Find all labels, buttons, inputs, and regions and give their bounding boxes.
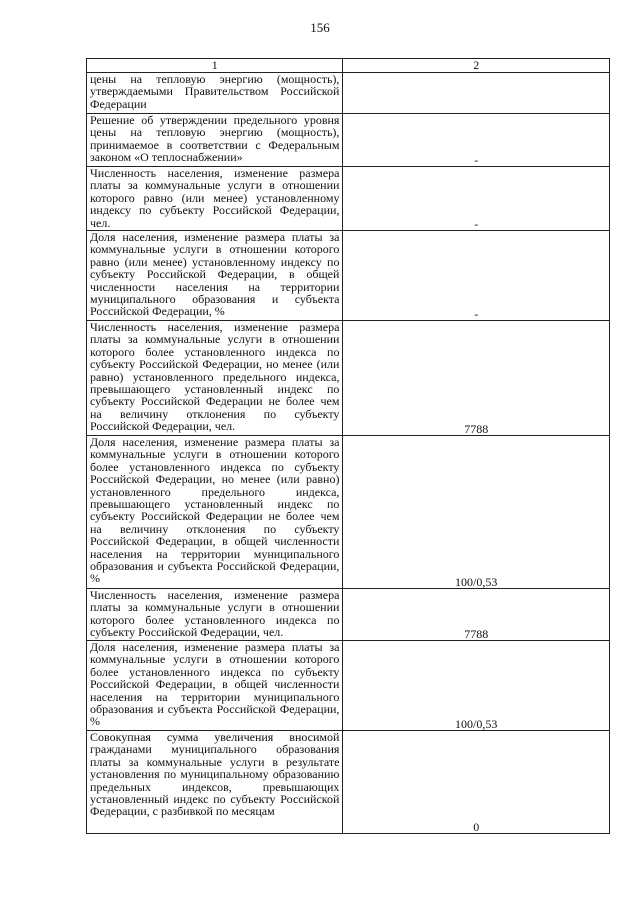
- column-header-1: 1: [87, 59, 343, 73]
- row-value-text: 0: [473, 819, 480, 834]
- row-value-text: -: [474, 216, 479, 231]
- row-label: Численность населения, изменение размера платы за коммунальные услуги в отношении которого более установленного индекса по субъекту Российской Федерации, но менее (или равно) установленного предельного индекса, превышающего установленный индекс по субъекту Российской Федерации не более чем на величину отклонения по субъекту Российской Федерации, чел.: [87, 321, 343, 436]
- row-label: Решение об утверждении предельного уровня цены на тепловую энергию (мощность), принимаемое в соответствии с Федеральным законом «О теплоснабжении»: [87, 114, 343, 167]
- indicator-table: [86, 58, 610, 834]
- table-row: [87, 436, 610, 589]
- row-value: [343, 231, 610, 321]
- table-header-row: [87, 59, 610, 73]
- table-row: [87, 731, 610, 834]
- row-value-text: 100/0,53: [455, 574, 498, 589]
- row-value-text: 100/0,53: [455, 716, 498, 731]
- row-value: [343, 436, 610, 589]
- table-row: [87, 589, 610, 641]
- row-label: цены на тепловую энергию (мощность), утверждаемыми Правительством Российской Федерации: [87, 73, 343, 114]
- row-value: [343, 321, 610, 436]
- row-value: [343, 114, 610, 167]
- row-label: Доля населения, изменение размера платы за коммунальные услуги в отношении которого более установленного индекса по субъекту Российской Федерации, но менее (или равно) установленного предельного индекса, превышающего установленный индекс по субъекту Российской Федерации не более чем на величину отклонения по субъекту Российской Федерации, в общей численности населения на территории муниципального образования и субъекта Российской Федерации, %: [87, 436, 343, 589]
- table-row: [87, 114, 610, 167]
- page-number: 156: [310, 20, 330, 35]
- row-value: [343, 731, 610, 834]
- table-row: [87, 73, 610, 114]
- table-row: [87, 167, 610, 231]
- row-value: [343, 167, 610, 231]
- row-label: Численность населения, изменение размера платы за коммунальные услуги в отношении которого более установленного индекса по субъекту Российской Федерации, чел.: [87, 589, 343, 641]
- row-label: Доля населения, изменение размера платы за коммунальные услуги в отношении которого равно (или менее) установленному индексу по субъекту Российской Федерации, в общей численности населения на территории муниципального образования и субъекта Российской Федерации, %: [87, 231, 343, 321]
- table-row: [87, 231, 610, 321]
- row-value: [343, 73, 610, 114]
- column-header-2: 2: [343, 59, 610, 73]
- row-value: [343, 589, 610, 641]
- row-value-text: 7788: [464, 626, 489, 641]
- table-row: [87, 641, 610, 731]
- row-value-text: -: [474, 306, 479, 321]
- row-value-text: 7788: [464, 421, 489, 436]
- row-label: Численность населения, изменение размера платы за коммунальные услуги в отношении которого равно (или менее) установленному индексу по субъекту Российской Федерации, чел.: [87, 167, 343, 231]
- row-value: [343, 641, 610, 731]
- row-label: Совокупная сумма увеличения вносимой гражданами муниципального образования платы за коммунальные услуги в результате установления по муниципальному образованию предельных индексов, превышающих установленный индекс по субъекту Российской Федерации, с разбивкой по месяцам: [87, 731, 343, 834]
- row-label: Доля населения, изменение размера платы за коммунальные услуги в отношении которого более установленного индекса по субъекту Российской Федерации, в общей численности населения на территории муниципального образования и субъекта Российской Федерации, %: [87, 641, 343, 731]
- row-value-text: -: [474, 152, 479, 167]
- table-row: [87, 321, 610, 436]
